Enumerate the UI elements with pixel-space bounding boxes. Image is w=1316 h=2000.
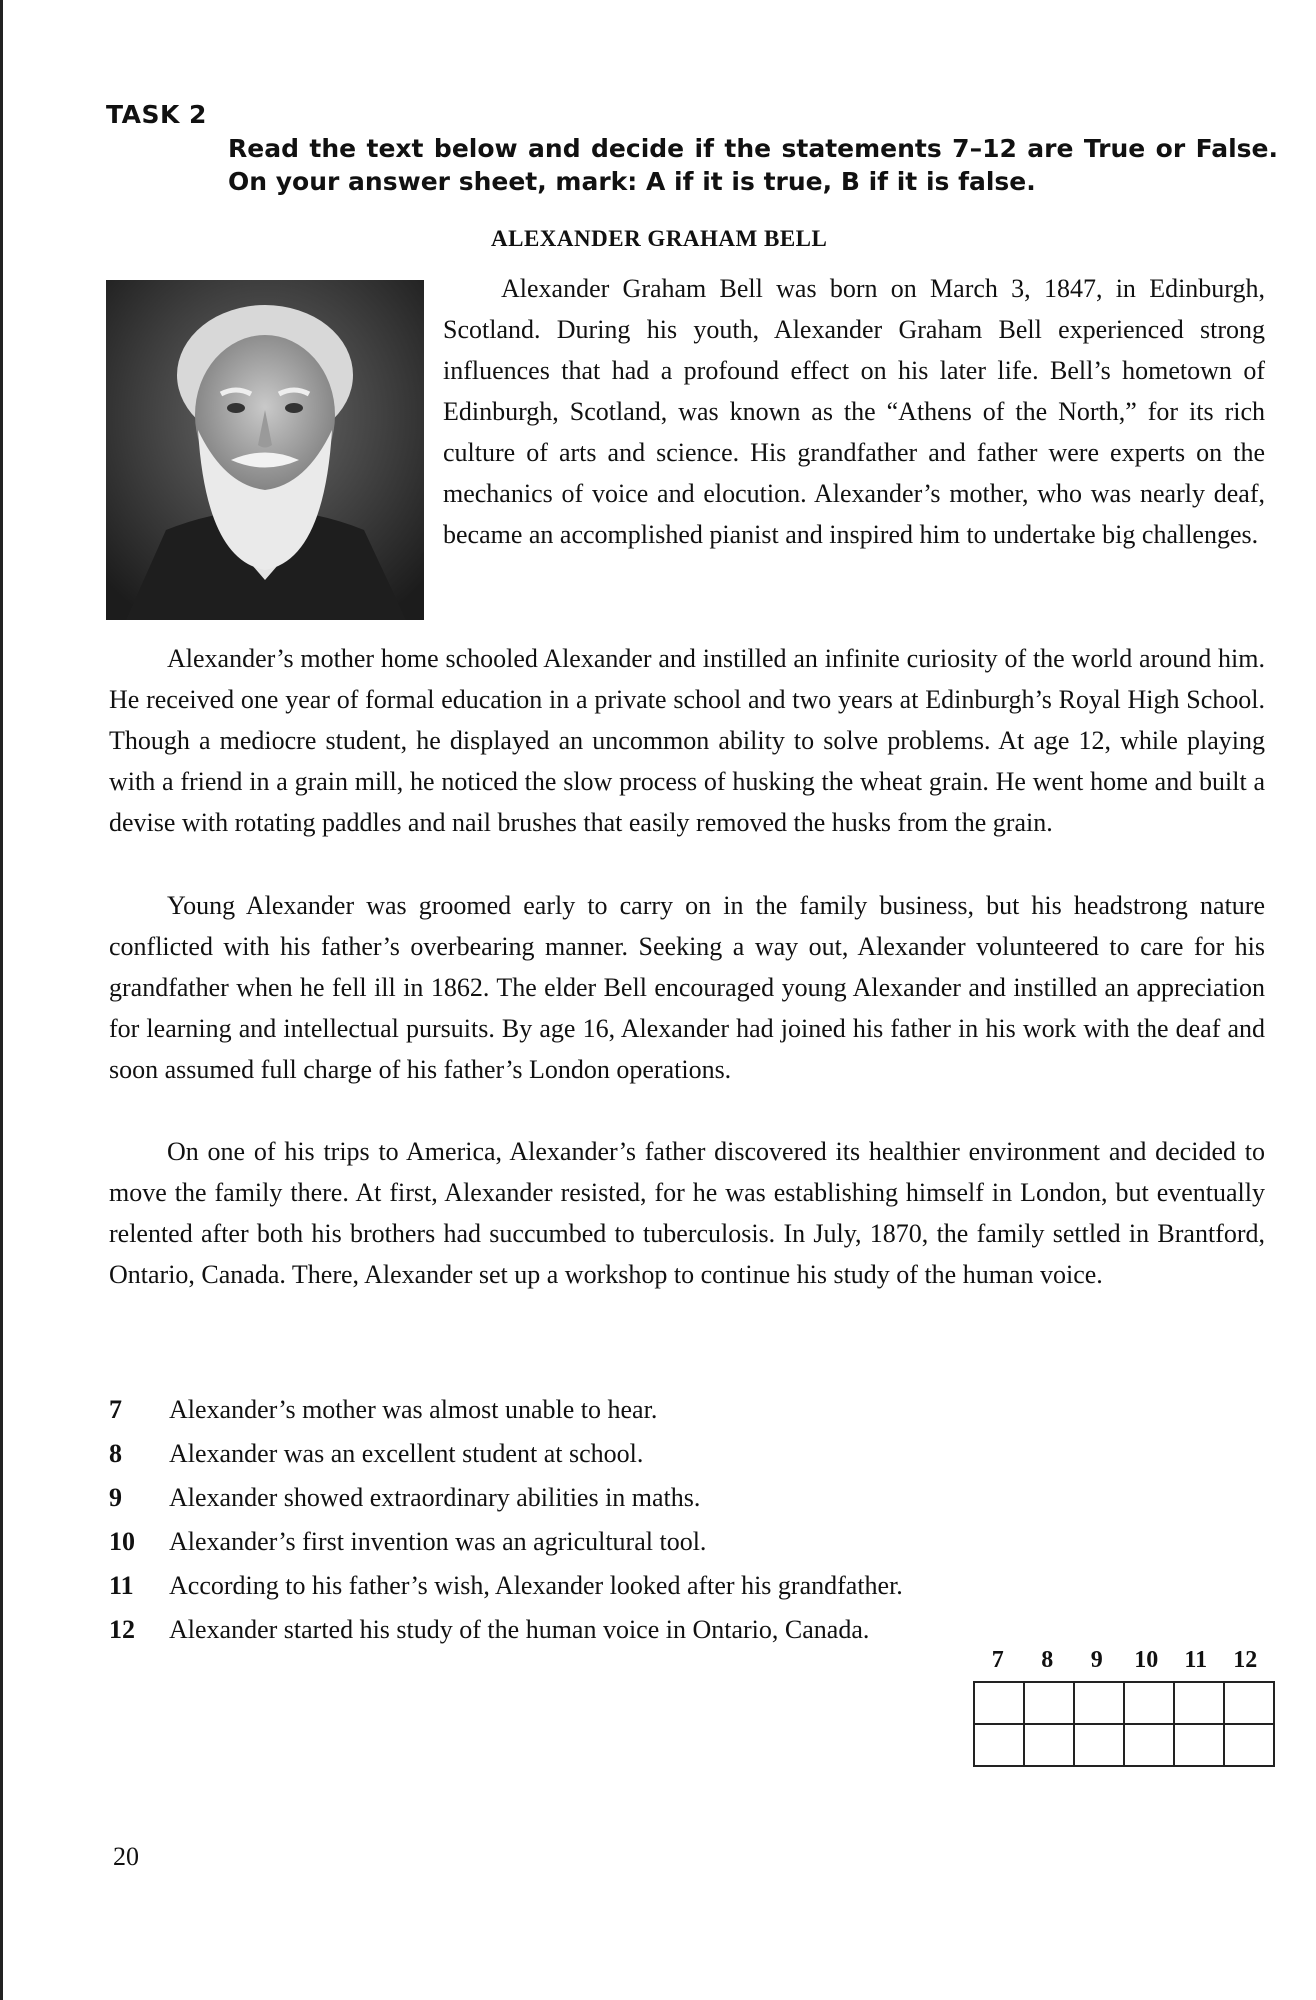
bell-portrait-illustration	[106, 280, 424, 620]
statement-number: 8	[109, 1439, 122, 1468]
answer-grid-header-cell: 10	[1134, 1647, 1159, 1673]
statement-item	[109, 1520, 1259, 1564]
statement-number: 7	[109, 1395, 122, 1424]
statement-text: Alexander’s mother was almost unable to hear.	[169, 1395, 658, 1424]
statement-number: 10	[109, 1527, 135, 1556]
statement-text: Alexander started his study of the human voice in Ontario, Canada.	[169, 1615, 870, 1644]
answer-cell[interactable]	[974, 1682, 1024, 1724]
answer-grid-table	[973, 1681, 1275, 1767]
statement-item	[109, 1608, 1259, 1652]
statement-item	[109, 1388, 1259, 1432]
task-label: TASK 2	[106, 100, 207, 129]
statement-item	[109, 1564, 1259, 1608]
statement-text: Alexander’s first invention was an agricultural tool.	[169, 1527, 707, 1556]
task-instruction: Read the text below and decide if the statements 7–12 are True or False. On your answer sheet, mark: A if it is true, B if it is false.	[228, 134, 1278, 196]
article-paragraph-1: Alexander Graham Bell was born on March 3, 1847, in Edinburgh, Scotland. During his youth, Alexander Graham Bell experienced strong influences that had a profound effect on his later life. Bell’s hometown of Edinburgh, Scotland, was known as the “Athens of the North,” for its rich culture of arts and science. His grandfather and father were experts on the mechanics of voice and elocution. Alexander’s mother, who was nearly deaf, became an accomplished pianist and inspired him to undertake big challenges.	[443, 274, 1265, 549]
answer-grid-header	[973, 1647, 1275, 1681]
answer-grid-header-cell: 11	[1184, 1647, 1208, 1673]
portrait-photo	[106, 280, 424, 620]
article-paragraph-2: Alexander’s mother home schooled Alexander and instilled an infinite curiosity of the world around him. He received one year of formal education in a private school and two years at Edinburgh’s Royal High School. Though a mediocre student, he displayed an uncommon ability to solve problems. At age 12, while playing with a friend in a grain mill, he noticed the slow process of husking the wheat grain. He went home and built a devise with rotating paddles and nail brushes that easily removed the husks from the grain.	[109, 644, 1265, 837]
answer-cell[interactable]	[1074, 1724, 1124, 1766]
answer-cell[interactable]	[1224, 1682, 1274, 1724]
answer-grid-header-cell: 8	[1041, 1647, 1054, 1673]
statement-item	[109, 1476, 1259, 1520]
answer-cell[interactable]	[1124, 1724, 1174, 1766]
answer-grid	[973, 1647, 1275, 1767]
answer-cell[interactable]	[1224, 1724, 1274, 1766]
page-number: 20	[113, 1842, 139, 1871]
answer-grid-row-b	[974, 1724, 1274, 1766]
answer-cell[interactable]	[1074, 1682, 1124, 1724]
statement-number: 11	[109, 1571, 134, 1600]
answer-cell[interactable]	[1124, 1682, 1174, 1724]
statement-number: 9	[109, 1483, 122, 1512]
answer-grid-header-cell: 7	[991, 1647, 1004, 1673]
statement-number: 12	[109, 1615, 135, 1644]
statement-text: According to his father’s wish, Alexander looked after his grandfather.	[169, 1571, 903, 1600]
article-paragraph-4: On one of his trips to America, Alexander’s father discovered its healthier environment and decided to move the family there. At first, Alexander resisted, for he was establishing himself in London, but eventually relented after both his brothers had succumbed to tuberculosis. In July, 1870, the family settled in Brantford, Ontario, Canada. There, Alexander set up a workshop to continue his study of the human voice.	[109, 1137, 1265, 1289]
statement-item	[109, 1432, 1259, 1476]
answer-grid-header-cell: 9	[1090, 1647, 1103, 1673]
answer-cell[interactable]	[1024, 1682, 1074, 1724]
statement-text: Alexander was an excellent student at school.	[169, 1439, 644, 1468]
answer-cell[interactable]	[1174, 1682, 1224, 1724]
article-title: ALEXANDER GRAHAM BELL	[491, 226, 828, 251]
answer-cell[interactable]	[1174, 1724, 1224, 1766]
article-paragraph-3: Young Alexander was groomed early to carry on in the family business, but his headstrong nature conflicted with his father’s overbearing manner. Seeking a way out, Alexander volunteered to care for his grandfather when he fell ill in 1862. The elder Bell encouraged young Alexander and instilled an appreciation for learning and intellectual pursuits. By age 16, Alexander had joined his father in his work with the deaf and soon assumed full charge of his father’s London operations.	[109, 891, 1265, 1084]
answer-cell[interactable]	[974, 1724, 1024, 1766]
statement-text: Alexander showed extraordinary abilities in maths.	[169, 1483, 701, 1512]
statements-list	[109, 1388, 1259, 1652]
answer-cell[interactable]	[1024, 1724, 1074, 1766]
answer-grid-row-a	[974, 1682, 1274, 1724]
answer-grid-header-cell: 12	[1233, 1647, 1258, 1673]
